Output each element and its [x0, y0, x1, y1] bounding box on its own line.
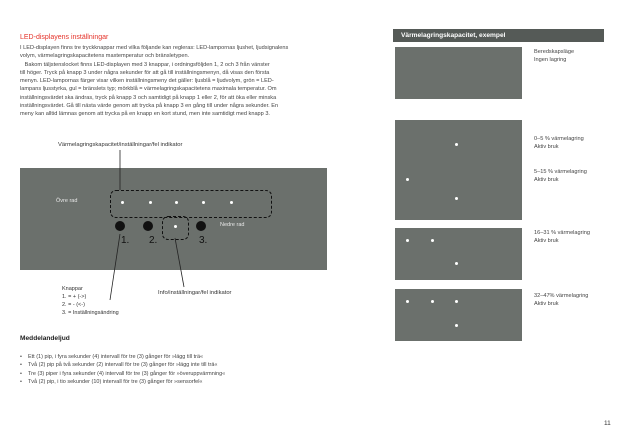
- example-label: [534, 169, 587, 185]
- upper-led: [406, 239, 409, 242]
- buttons-legend-item: 1. = + (->): [62, 294, 87, 300]
- info-pointer: [175, 238, 184, 287]
- example-label-line: Beredskapsläge: [534, 49, 575, 55]
- buttons-legend: [62, 285, 119, 317]
- example-label-line: Aktiv bruk: [534, 176, 559, 183]
- sounds-heading: Meddelandeljud: [20, 335, 70, 342]
- list-item: • Två (2) pip, i tio sekunder (10) intervall för tre (3) gånger för »sensorfel«: [20, 378, 225, 386]
- example-label-line: Aktiv bruk: [534, 300, 559, 307]
- examples-heading: Värmelagringskapacitet, exempel: [393, 29, 604, 42]
- example-label: [534, 230, 590, 246]
- page-number: 11: [604, 420, 611, 427]
- buttons-legend-item: 2. = - (<-): [62, 302, 85, 308]
- intro-line: inställningsvärdet ska ändras, tryck på knapp 3 och samtidigt på knapp 1 eller 2, för att öka eller minska: [20, 94, 277, 101]
- button-number: 1.: [121, 235, 130, 246]
- button-number: 2.: [149, 235, 158, 246]
- example-label-line: Aktiv bruk: [534, 143, 559, 150]
- intro-line: Bakom täljstenslocket finns LED-displayen med 3 knappar, i ordningsföljden 1, 2 och 3 från vänster: [20, 61, 270, 68]
- buttons-legend-item: 3. = Inställningsändring: [62, 310, 119, 316]
- upper-led: [431, 239, 434, 242]
- example-label-line: 16–31 % värmelagring: [534, 230, 590, 236]
- info-indicator-label: Info/inställningar/fel indikator: [158, 290, 232, 296]
- upper-led: [455, 300, 458, 303]
- example-label-line: 0–5 % värmelagring: [534, 136, 584, 142]
- example-label-line: 32–47% värmelagring: [534, 293, 589, 299]
- intro-line: menyn. LED-lampornas färger visar vilken inställningsmeny det gäller: ljusblå = ljudvolym, grön = LED-: [20, 78, 274, 85]
- intro-line: meny kan alltid lämnas genom att trycka på en knapp en kort stund, men inte samtidigt med knapp 3.: [20, 111, 270, 118]
- button-number: 3.: [199, 235, 208, 246]
- upper-led: [431, 300, 434, 303]
- example-label-line: 5–15 % värmelagring: [534, 169, 587, 175]
- capacity-indicator-label: Värmelagringskapacitet/inställningar/fel indikator: [58, 142, 183, 148]
- intro-line: I LED-displayen finns tre tryckknappar med vilka följande kan regleras: LED-lampornas ljushet, ljudsignalens: [20, 45, 289, 51]
- list-item: • Ett (1) pip, i fyra sekunder (4) intervall för tre (3) gånger för »lägg till trä«: [20, 353, 225, 361]
- sounds-list: [20, 353, 225, 387]
- intro-line: inställningsvärdet. Gå till nästa värde genom att trycka på knapp 3 en gång till under några sekunder. En: [20, 103, 279, 110]
- example-panel-5-15: [395, 168, 522, 220]
- info-led: [455, 143, 458, 146]
- example-label: [534, 136, 584, 152]
- list-item: • Tre (3) piper i fyra sekunder (4) intervall för tre (3) gånger för »överuppvärmning«: [20, 370, 225, 378]
- intro-line: lampans ljusstyrka, gul = bränslets typ; mörkblå = värmelagringskapacitetens maximala temperatur. Om: [20, 86, 277, 93]
- example-label-line: Ingen lagring: [534, 56, 567, 63]
- example-panel-16-31: [395, 228, 522, 280]
- upper-led: [406, 300, 409, 303]
- example-panel-32-47: [395, 289, 522, 341]
- intro-line: volym, värmelagringskapacitetens maxtemperatur och bränsletypen.: [20, 53, 190, 60]
- info-led: [455, 262, 458, 265]
- lower-row-label: Nedre rad: [220, 222, 245, 228]
- example-panel-standby: [395, 47, 522, 99]
- example-label: [534, 293, 588, 309]
- intro-line: till höger. Tryck på knapp 3 under några sekunder för att gå till inställningsmenyn, då visas den första: [20, 69, 270, 76]
- section-heading: LED-displayens inställningar: [20, 34, 109, 41]
- upper-row-label: Övre rad: [56, 198, 78, 204]
- buttons-legend-title: Knappar: [62, 286, 83, 292]
- example-label: [534, 49, 574, 65]
- example-label-line: Aktiv bruk: [534, 237, 559, 244]
- example-panel-0-5: [395, 120, 522, 172]
- upper-led: [406, 178, 409, 181]
- list-item: • Två (2) pip på två sekunder (2) intervall för tre (3) gånger för »lägg inte till trä«: [20, 361, 225, 369]
- info-led: [455, 324, 458, 327]
- info-led: [455, 197, 458, 200]
